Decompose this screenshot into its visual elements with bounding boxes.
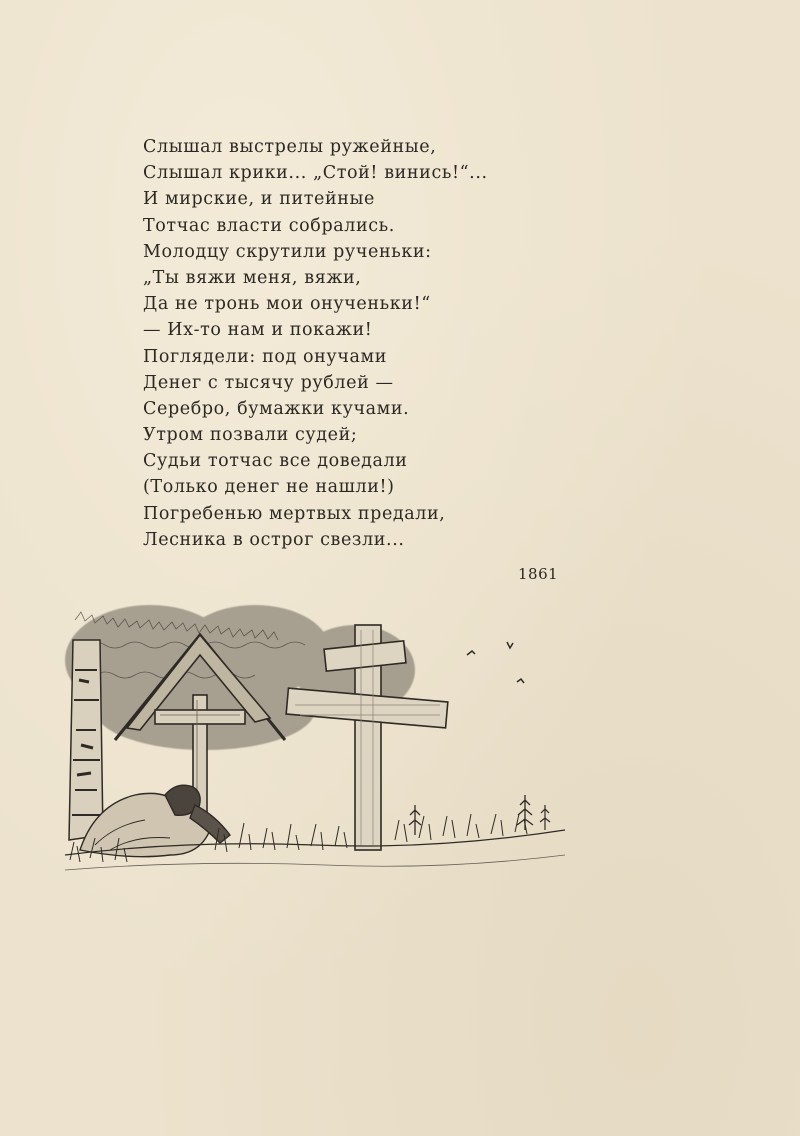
- poem-line: Лесника в острог свезли...: [143, 529, 405, 550]
- poem-line: Погребенью мертвых предали,: [143, 503, 446, 524]
- poem-line: Поглядели: под онучами: [143, 346, 388, 367]
- poem-line: Да не тронь мои онученьки!“: [143, 294, 431, 315]
- poem-line: Молодцу скрутили рученьки:: [143, 241, 432, 262]
- poem-line: Судьи тотчас все доведали: [143, 451, 408, 472]
- poem-line: И мирские, и питейные: [143, 189, 375, 210]
- poem-line: — Их-то нам и покажи!: [143, 320, 373, 341]
- graveyard-illustration: [55, 600, 575, 900]
- poem-line: Утром позвали судей;: [143, 425, 358, 446]
- poem-line: Слышал выстрелы ружейные,: [143, 137, 437, 157]
- poem-line: Денег с тысячу рублей —: [143, 372, 394, 393]
- poem-line: „Ты вяжи меня, вяжи,: [143, 267, 362, 288]
- poem-year: 1861: [518, 565, 559, 583]
- poem-line: Серебро, бумажки кучами.: [143, 398, 410, 419]
- poem-line: (Только денег не нашли!): [143, 477, 395, 498]
- poem-line: Слышал крики... „Стой! винись!“...: [143, 163, 488, 184]
- poem-text: [143, 134, 563, 553]
- birds: [467, 642, 524, 683]
- birch-trunk: [69, 640, 103, 840]
- poem-line: Тотчас власти собрались.: [143, 215, 395, 236]
